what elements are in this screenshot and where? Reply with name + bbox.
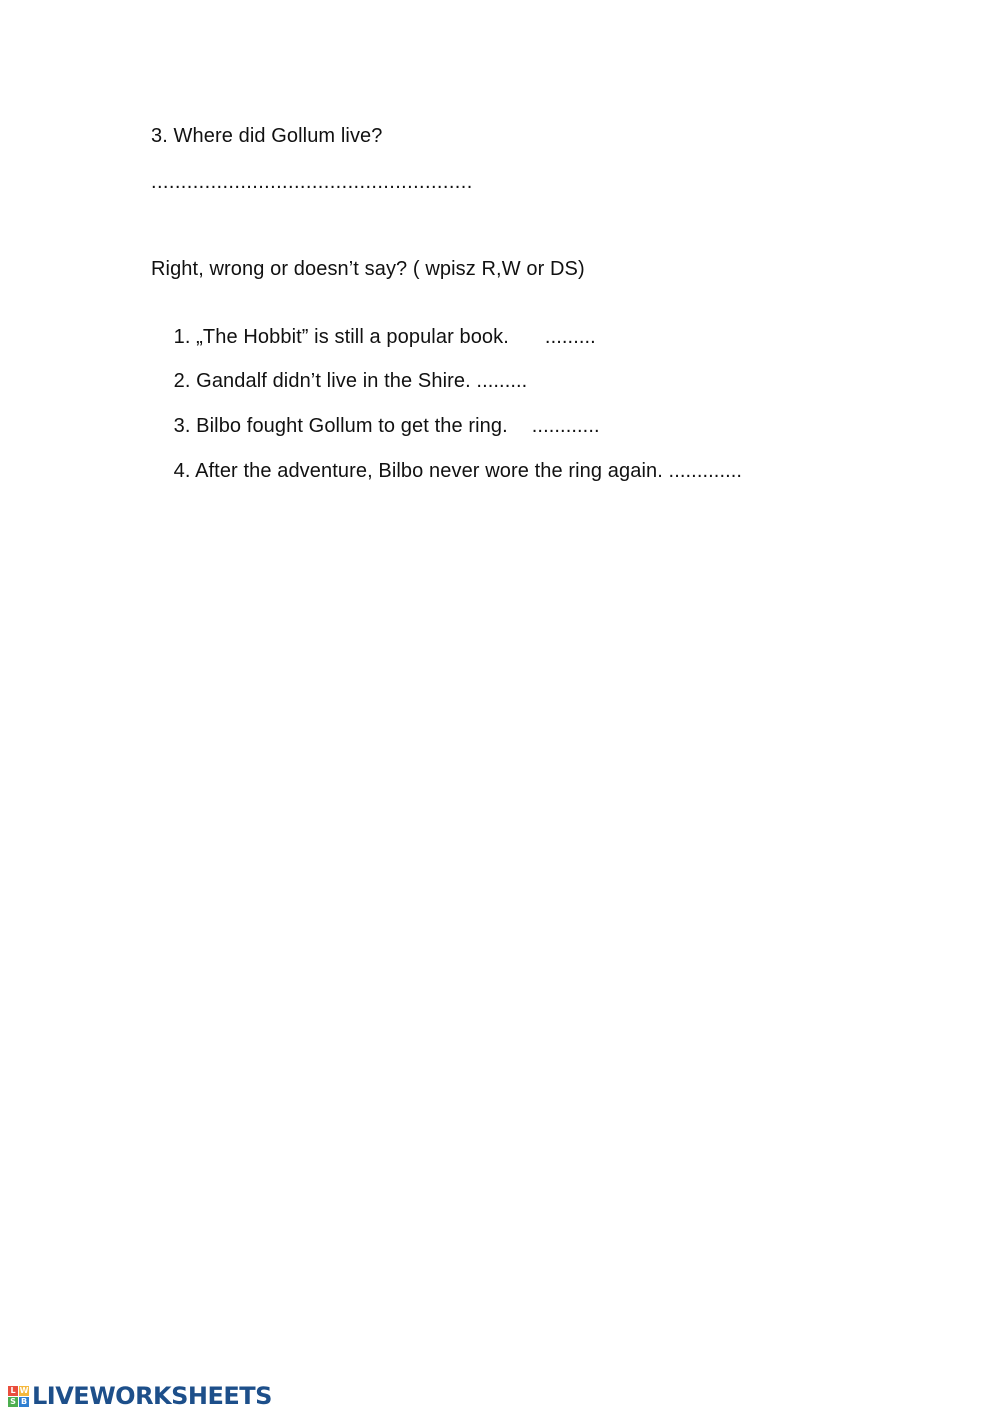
statement-2-answer-blank[interactable]: .........	[476, 370, 528, 392]
logo-mark-icon	[8, 1386, 29, 1407]
logo-mark-b: B	[20, 1396, 28, 1406]
answer-blank-3[interactable]: ......................................................	[151, 171, 473, 193]
section-instruction: Right, wrong or doesn’t say? ( wpisz R,W or DS)	[151, 258, 585, 280]
statement-1-answer-blank[interactable]: .........	[544, 326, 596, 348]
statement-2-text: 2. Gandalf didn’t live in the Shire.	[173, 370, 471, 392]
logo-mark-w: W	[19, 1385, 29, 1395]
question-3: 3. Where did Gollum live?	[151, 125, 383, 147]
statement-3-text: 3. Bilbo fought Gollum to get the ring.	[173, 415, 508, 437]
statement-3-answer-blank[interactable]: ............	[531, 415, 600, 437]
statement-4	[151, 435, 742, 507]
logo-mark-l: L	[8, 1386, 18, 1396]
statement-1-text: 1. „The Hobbit” is still a popular book.	[173, 326, 509, 348]
statement-4-answer-blank[interactable]: .............	[668, 460, 743, 482]
liveworksheets-logo	[8, 1383, 272, 1409]
logo-text: LIVEWORKSHEETS	[32, 1382, 272, 1410]
logo-mark-s: S	[8, 1397, 18, 1407]
statement-4-text: 4. After the adventure, Bilbo never wore the ring again.	[173, 460, 663, 482]
